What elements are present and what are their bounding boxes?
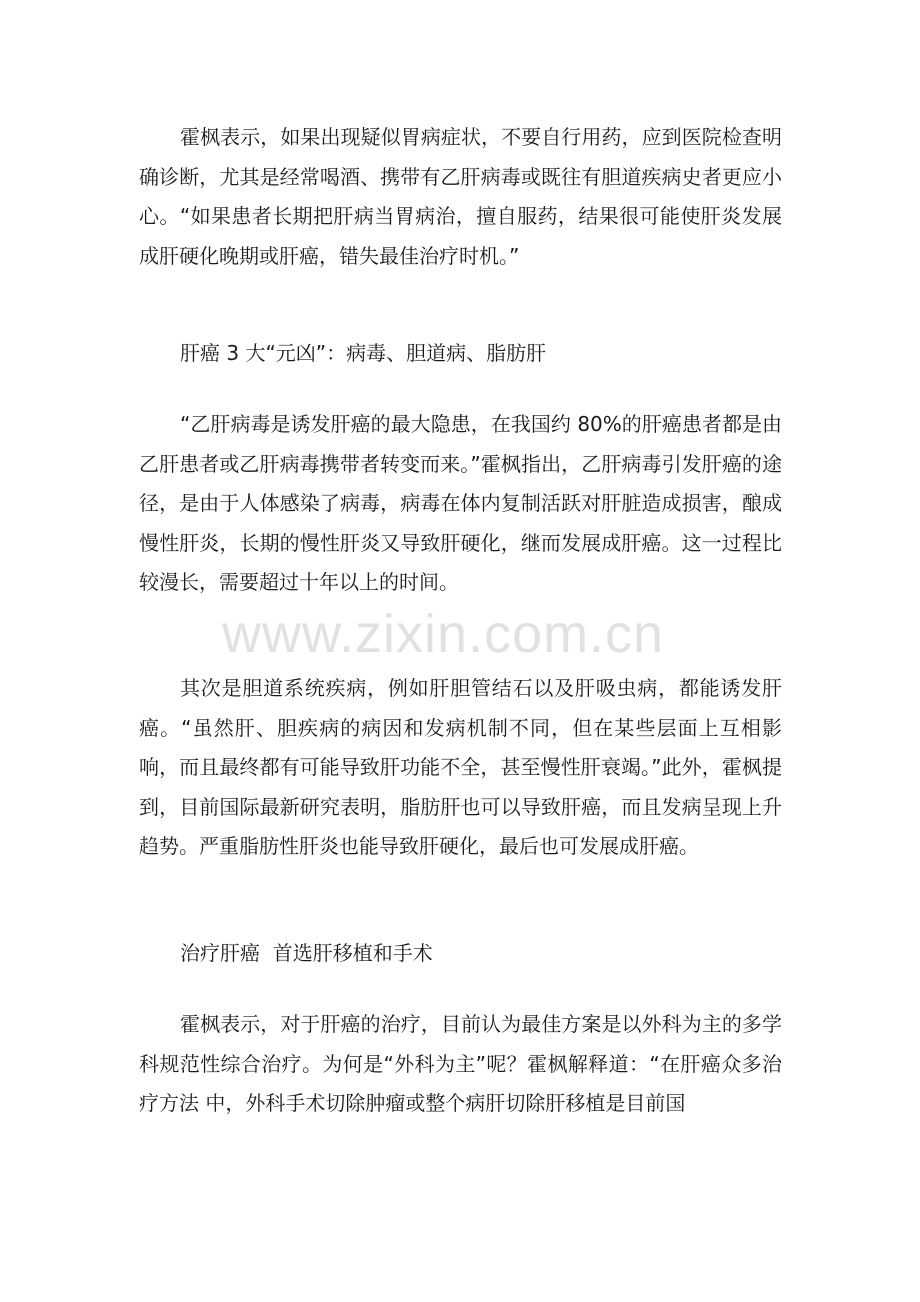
paragraph-treatment: 霍枫表示，对于肝癌的治疗，目前认为最佳方案是以外科为主的多学科规范性综合治疗。为何是“外科为主”呢？霍枫解释道：“在肝癌众多治疗方法 中，外科手术切除肿瘤或整个病肝切除肝移植是目前国 [139,1012,782,1116]
paragraph-hepatitis-b: “乙肝病毒是诱发肝癌的最大隐患，在我国约 80%的肝癌患者都是由乙肝患者或乙肝病毒携带者转变而来。”霍枫指出，乙肝病毒引发肝癌的途径，是由于人体感染了病毒，病毒在体内复制活跃对肝脏造成损害，酿成慢性肝炎，长期的慢性肝炎又导致肝硬化，继而发展成肝癌。这一过程比较漫长，需要超过十年以上的时间。 [139,412,782,595]
section-heading-causes: 肝癌 3 大“元凶”：病毒、胆道病、脂肪肝 [180,341,547,365]
paragraph-symptom-advice: 霍枫表示，如果出现疑似胃病症状，不要自行用药，应到医院检查明确诊断，尤其是经常喝酒、携带有乙肝病毒或既往有胆道疾病史者更应小心。“如果患者长期把肝病当胃病治，擅自服药，结果很可能使肝炎发展成肝硬化晚期或肝癌，错失最佳治疗时机。” [139,125,782,268]
paragraph-biliary-fatty-liver: 其次是胆道系统疾病，例如肝胆管结石以及肝吸虫病，都能诱发肝癌。“虽然肝、胆疾病的病因和发病机制不同，但在某些层面上互相影响，而且最终都有可能导致肝功能不全，甚至慢性肝衰竭。”此外，霍枫提到，目前国际最新研究表明，脂肪肝也可以导致肝癌，而且发病呈现上升趋势。严重脂肪性肝炎也能导致肝硬化，最后也可发展成肝癌。 [139,676,782,859]
section-heading-treatment: 治疗肝癌 首选肝移植和手术 [180,941,433,965]
watermark: www.zixin.com.cn [222,604,665,664]
